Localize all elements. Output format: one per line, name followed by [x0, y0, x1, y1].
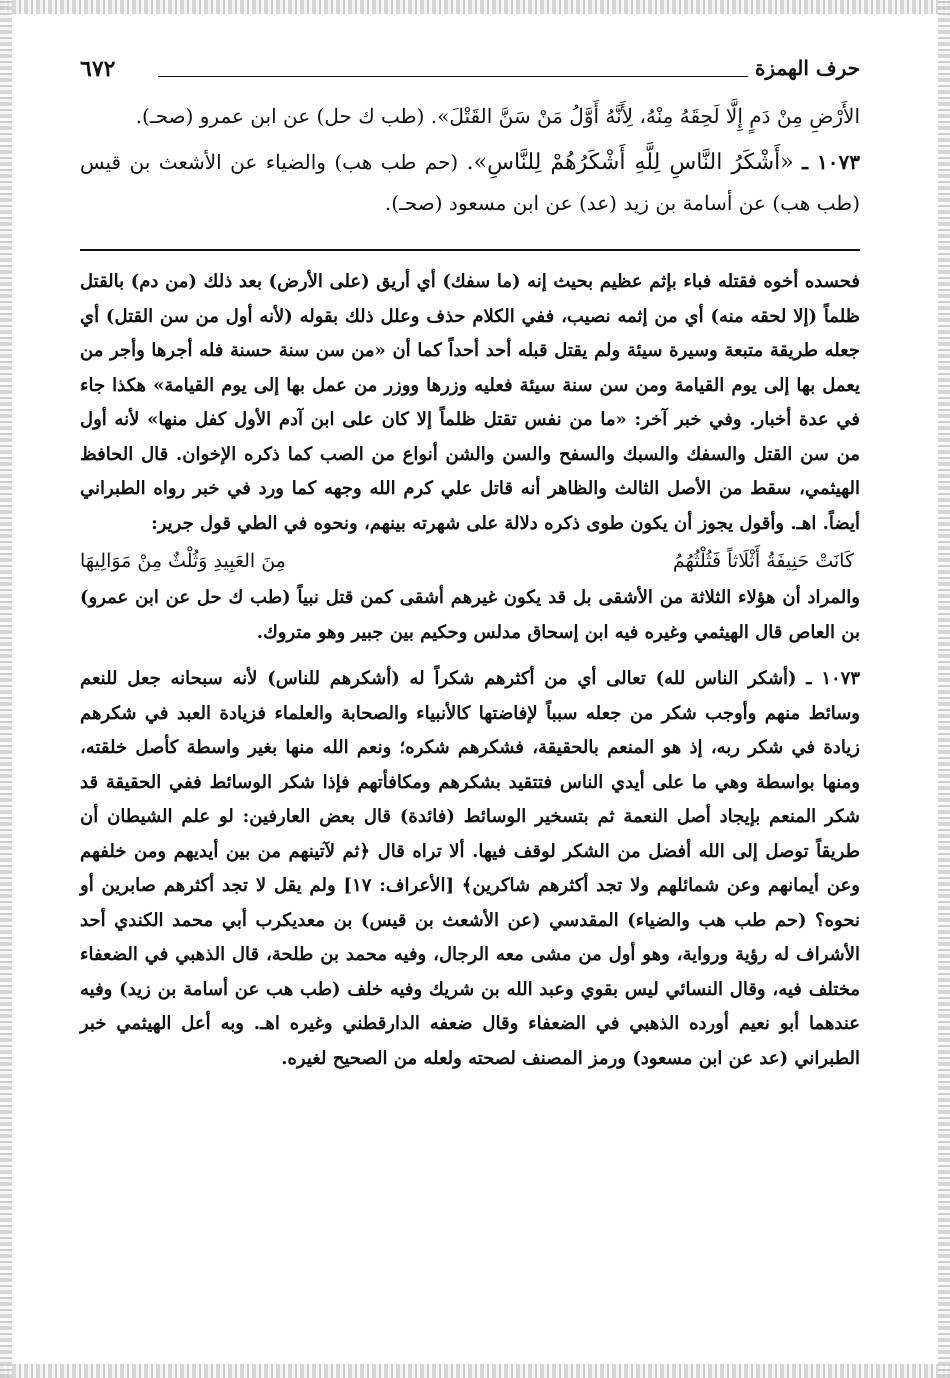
chapter-title: حرف الهمزة: [754, 56, 860, 80]
verse-first-hemistich: كَانَتْ حَنِيفَةُ أَثْلَاثاً فَثُلْثُهُمُ: [672, 550, 854, 572]
hadith-entry: [80, 142, 860, 223]
running-header: [80, 48, 860, 88]
carry-over-hadith: الأَرْضِ مِنْ دَمٍ إِلَّا لَحِقَهُ مِنْهُ، لِأَنَّهُ أَوَّلُ مَنْ سَنَّ القَتْلَ». (طب ك حل) عن ابن عمرو (صحـ).: [135, 104, 860, 128]
decorative-border-right: [938, 0, 950, 1378]
header-rule: [158, 76, 748, 77]
commentary: [80, 265, 860, 1076]
page-number: ٦٧٢: [80, 56, 116, 82]
hadith-source: (حم طب هب) والضياء عن الأشعث بن قيس (طب هب) عن أسامة بن زيد (عد) عن ابن مسعود (صحـ).: [80, 150, 860, 215]
book-page: [80, 48, 860, 1348]
commentary-paragraph: ١٠٧٣ ـ (أشكر الناس لله) تعالى أي من أكثرهم شكراً له (أشكرهم للناس) لأنه سبحانه جعل للنعم وسائط منهم وأوجب شكر من جعله سبباً لإفاضتها كالأنبياء والصحابة والعلماء فزيادة العبد في شكرهم زيادة في شكر ربه، إذ هو المنعم بالحقيقة، فشكرهم شكره؛ ونعم الله منها بغير واسطة كأصل خلقته، ومنها بواسطة وهي ما على أيدي الناس فتتقيد بشكرهم ومكافأتهم فإذا شكر الوسائط ففي الحقيقة قد شكر المنعم بإيجاد أصل النعمة ثم بتسخير الوسائط (فائدة) قال بعض العارفين: لو علم الشيطان أن طريقاً توصل إلى الله أفضل من الشكر لوقف فيها. ألا تراه قال ﴿ثم لآتينهم من بين أيديهم ومن خلفهم وعن أيمانهم وعن شمائلهم ولا تجد أكثرهم شاكرين﴾ [الأعراف: ١٧] ولم يقل لا تجد أكثرهم صابرين أو نحوه؟ (حم طب هب والضياء) المقدسي (عن الأشعث بن قيس) بن معديكرب أبي محمد الكندي أحد الأشراف له رؤية ورواية، وهو أول من مشى معه الرجال، وفيه محمد بن طلحة، قال الذهبي في الضعفاء مختلف فيه، وقال النسائي ليس بقوي وعبد الله بن شريك وفيه خلف (طب هب عن أسامة بن زيد) وفيه عندهما أبو نعيم أورده الذهبي في الضعفاء وقال ضعفه الدارقطني وغيره اهـ. وبه أعل الهيثمي خبر الطبراني (عد عن ابن مسعود) ورمز المصنف لصحته ولعله من الصحيح لغيره.: [80, 668, 860, 1069]
hadith-number: ١٠٧٣ ـ: [802, 150, 861, 174]
hadith-text: «أَشْكَرُ النَّاسِ لِلَّهِ أَشْكَرُهُمْ لِلنَّاسِ».: [466, 150, 794, 175]
commentary-paragraph: والمراد أن هؤلاء الثلاثة من الأشقى بل قد يكون غيرهم أشقى كمن قتل نبياً (طب ك حل عن ابن عمرو) بن العاص قال الهيثمي وغيره فيه ابن إسحاق مدلس وحكيم بين جبير وهو متروك.: [80, 587, 860, 643]
commentary-paragraph: فحسده أخوه فقتله فباء بإثم عظيم بحيث إنه (ما سفك) أي أريق (على الأرض) بعد ذلك (من دم) بالقتل ظلماً (إلا لحقه منه) أي من إثمه نصيب، ففي الكلام حذف وعلل ذلك بقوله (لأنه أول من سن القتل) أي جعله طريقة متبعة وسيرة سيئة ولم يقتل قبله أحد أحداً كما أن «من سن سنة حسنة فله أجرها وأجر من يعمل بها إلى يوم القيامة ومن سن سنة سيئة فعليه وزرها ووزر من عمل بها إلى يوم القيامة» هكذا جاء في عدة أخبار. وفي خبر آخر: «ما من نفس تقتل ظلماً إلا كان على ابن آدم الأول كفل منها» لأنه أول من سن القتل والسفك والسبك والسفح والسن والشن أنواع من الصب كما ذكره الإخوان. قال الحافظ الهيثمي، سقط من الأصل الثالث والظاهر أنه قاتل علي كرم الله وجهه كما ورد في خبر رواه الطبراني أيضاً. اهـ. وأقول يجوز أن يكون طوى ذكره دلالة على شهرته بينهم، ونحوه في الطي قول جرير:: [80, 271, 860, 534]
decorative-border-bottom: [0, 1364, 950, 1378]
section-divider: [80, 249, 860, 251]
main-text: [80, 96, 860, 223]
decorative-border-left: [0, 0, 12, 1378]
decorative-border-top: [0, 0, 950, 14]
verse-second-hemistich: مِنَ العَبِيدِ وَثُلْثٌ مِنْ مَوَالِيهَا: [80, 550, 286, 572]
poetry-verse: [80, 541, 860, 581]
